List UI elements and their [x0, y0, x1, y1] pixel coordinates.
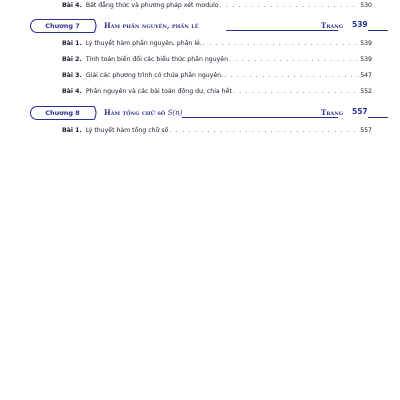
lesson-title: Giải các phương trình có chứa phần nguyên.	[85, 72, 224, 79]
dot-leader	[169, 127, 359, 134]
dot-leader	[220, 2, 360, 9]
page-label: Trang	[318, 21, 346, 30]
lesson-page: 539	[360, 56, 372, 63]
toc-entry-lesson-4-ch6[interactable]	[62, 2, 372, 9]
chapter-title-math: S(n)	[167, 109, 183, 117]
lesson-page: 547	[360, 72, 372, 79]
chapter-title: Hàm phần nguyên, phần lẻ	[104, 21, 199, 30]
chapter-tab: Chương 8	[30, 106, 94, 120]
dot-leader	[203, 40, 359, 47]
toc-entry-ch8-lesson-1[interactable]	[62, 127, 372, 134]
dot-leader	[224, 72, 359, 79]
lesson-page: 552	[360, 88, 372, 95]
dot-leader	[233, 88, 359, 95]
lesson-number: Bài 4.	[62, 88, 82, 95]
lesson-title: Lý thuyết hàm tổng chữ số	[85, 127, 169, 134]
lesson-title: Phần nguyên và các bài toán đồng dư, chia hết	[85, 88, 232, 95]
chapter-rule-tail	[368, 117, 388, 118]
chapter-page: 557	[352, 107, 368, 116]
lesson-title: Bất đẳng thức và phương pháp xét modulo	[85, 2, 219, 9]
dot-leader	[229, 56, 359, 63]
lesson-number: Bài 4.	[62, 2, 82, 9]
chapter-title	[104, 108, 183, 117]
page-label: Trang	[318, 108, 346, 117]
lesson-title: Lý thuyết hàm phần nguyên, phần lẻ.	[85, 40, 202, 47]
lesson-page: 530	[360, 2, 372, 9]
toc-entry-ch7-lesson-3[interactable]	[62, 72, 372, 79]
lesson-number: Bài 1.	[62, 40, 82, 47]
chapter-8-heading[interactable]	[30, 106, 385, 120]
chapter-tab-arrow-icon	[90, 19, 102, 33]
lesson-number: Bài 1.	[62, 127, 82, 134]
lesson-number: Bài 3.	[62, 72, 82, 79]
chapter-rule	[182, 117, 338, 118]
lesson-page: 539	[360, 40, 372, 47]
toc-entry-ch7-lesson-4[interactable]	[62, 88, 372, 95]
chapter-rule-tail	[368, 30, 388, 31]
chapter-7-heading[interactable]	[30, 19, 385, 33]
toc-entry-ch7-lesson-1[interactable]	[62, 40, 372, 47]
toc-entry-ch7-lesson-2[interactable]	[62, 56, 372, 63]
chapter-page: 539	[352, 20, 368, 29]
chapter-rule	[226, 30, 338, 31]
chapter-tab: Chương 7	[30, 19, 94, 33]
lesson-page: 557	[360, 127, 372, 134]
chapter-title-text: Hàm tổng chữ số	[104, 108, 166, 117]
lesson-title: Tính toán biến đổi các biểu thức phần nguyên	[85, 56, 229, 63]
lesson-number: Bài 2.	[62, 56, 82, 63]
chapter-tab-arrow-icon	[90, 106, 102, 120]
